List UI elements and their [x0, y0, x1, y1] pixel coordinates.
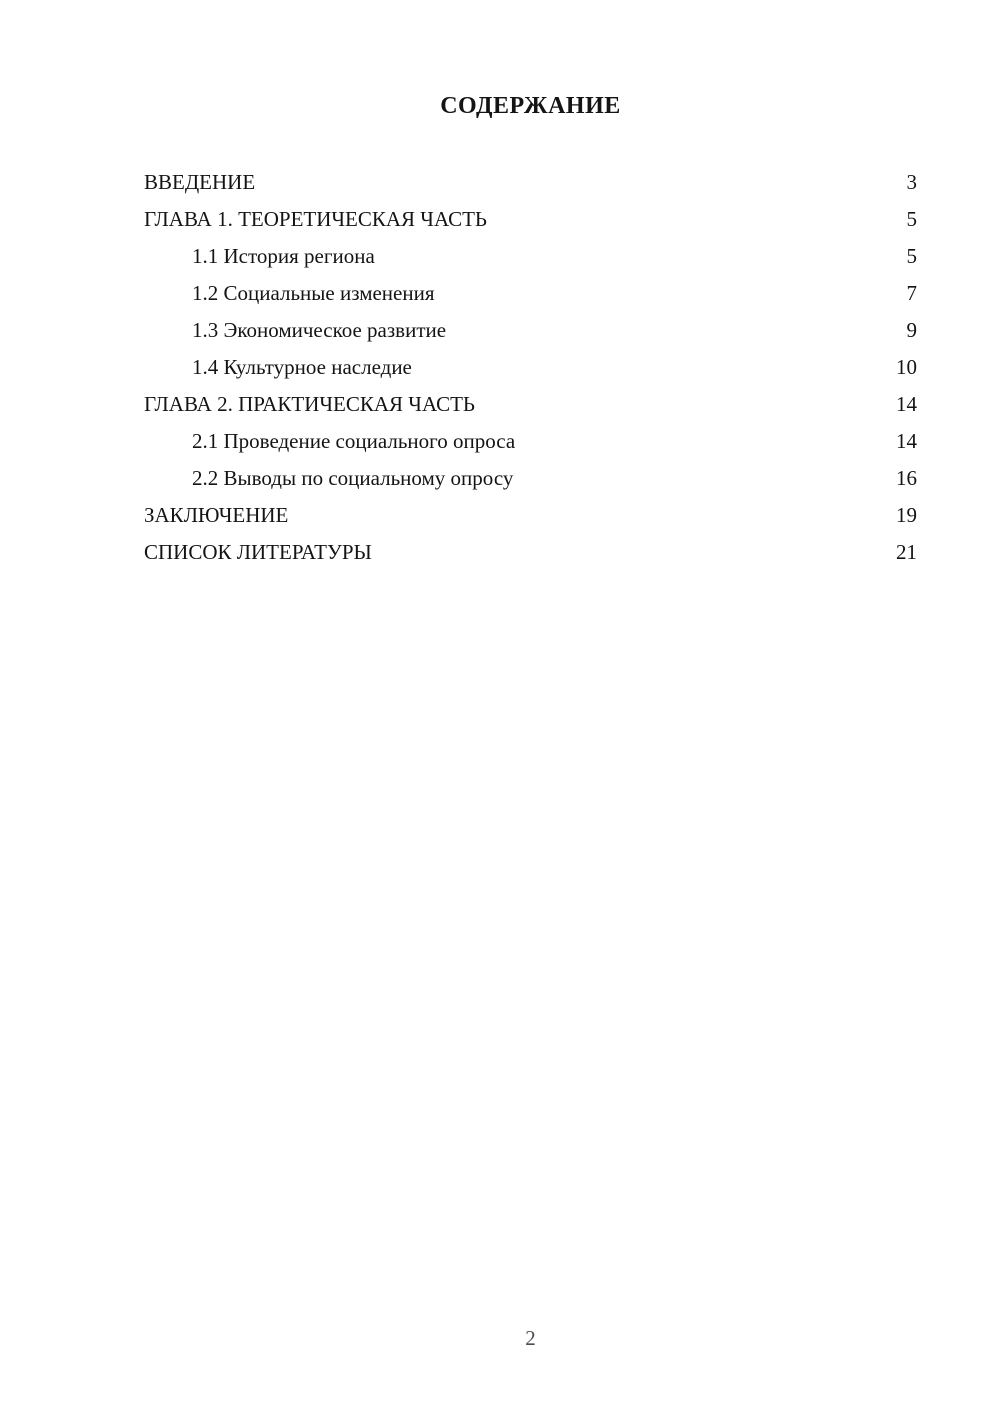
toc-entry-label: ГЛАВА 1. ТЕОРЕТИЧЕСКАЯ ЧАСТЬ	[144, 207, 487, 231]
page-title: СОДЕРЖАНИЕ	[440, 93, 621, 119]
toc-entry	[144, 201, 917, 238]
toc-entry-page: 21	[896, 540, 917, 564]
toc-entry	[144, 349, 917, 386]
toc-entry-label: 1.4 Культурное наследие	[192, 355, 412, 379]
toc-entry	[144, 460, 917, 497]
toc-list	[144, 164, 917, 571]
toc-entry-page: 7	[906, 281, 917, 305]
toc-entry-page: 14	[896, 429, 917, 453]
toc-entry	[144, 386, 917, 423]
footer-page-number: 2	[525, 1326, 536, 1350]
toc-entry-label: ГЛАВА 2. ПРАКТИЧЕСКАЯ ЧАСТЬ	[144, 392, 475, 416]
toc-entry	[144, 312, 917, 349]
toc-entry-page: 9	[906, 318, 917, 342]
toc-entry-page: 16	[896, 466, 917, 490]
toc-entry	[144, 275, 917, 312]
toc-entry	[144, 164, 917, 201]
toc-entry-page: 19	[896, 503, 917, 527]
toc-entry	[144, 534, 917, 571]
toc-entry-label: 1.2 Социальные изменения	[192, 281, 435, 305]
toc-entry-page: 5	[906, 207, 917, 231]
toc-entry-page: 10	[896, 355, 917, 379]
toc-entry-label: ВВЕДЕНИЕ	[144, 170, 256, 194]
toc-entry	[144, 238, 917, 275]
toc-entry-label: 2.2 Выводы по социальному опросу	[192, 466, 514, 490]
toc-entry	[144, 423, 917, 460]
toc-entry-page: 3	[906, 170, 917, 194]
toc-entry-label: ЗАКЛЮЧЕНИЕ	[144, 503, 289, 527]
toc-entry-label: 1.3 Экономическое развитие	[192, 318, 447, 342]
toc-entry	[144, 497, 917, 534]
toc-entry-label: 1.1 История региона	[192, 244, 375, 268]
toc-entry-label: 2.1 Проведение социального опроса	[192, 429, 516, 453]
toc-entry-label: СПИСОК ЛИТЕРАТУРЫ	[144, 540, 372, 564]
toc-entry-page: 5	[906, 244, 917, 268]
toc-entry-page: 14	[896, 392, 917, 416]
